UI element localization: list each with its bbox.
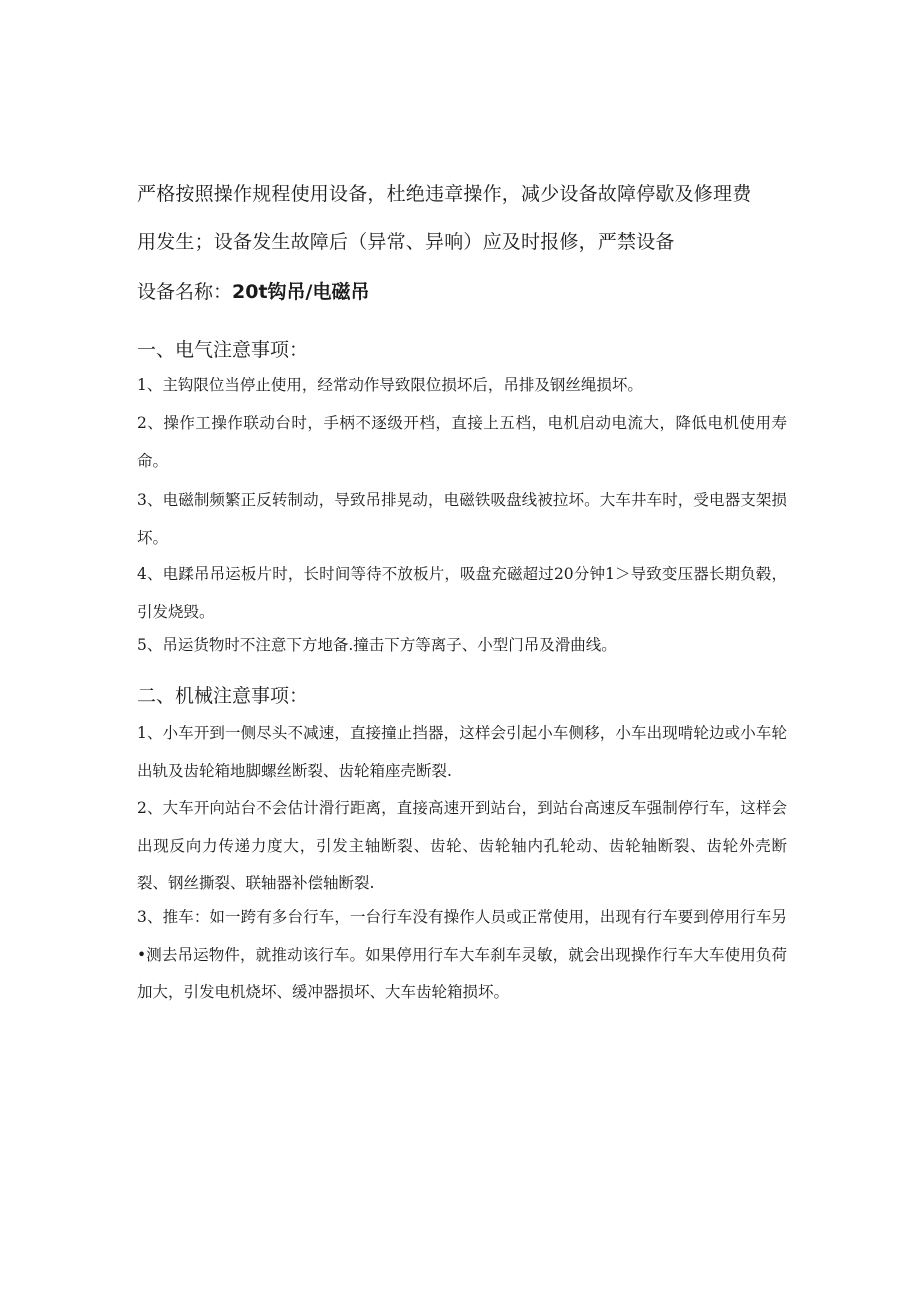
intro-line-1: 严格按照操作规程使用设备，杜绝违章操作，减少设备故障停歇及修理费: [137, 183, 752, 205]
mechanical-item-3-text: 3、推车：如一跨有多台行车，一台行车没有操作人员或正常使用，出现有行车要到停用行车另•测去吊运物件，就推动该行车。如果停用行车大车刹车灵敏，就会出现操作行车大车使用负荷加大，引发电机烧坏、缓冲器损坏、大车齿轮箱损坏。: [137, 908, 787, 1001]
electrical-item-4: [137, 556, 787, 631]
electrical-item-1-text: 1、主钩限位当停止使用，经常动作导致限位损坏后，吊排及钢丝绳损坏。: [137, 376, 643, 394]
electrical-item-5: [137, 627, 787, 665]
electrical-item-1: [137, 367, 787, 405]
electrical-item-5-text: 5、吊运货物时不注意下方地备.撞击下方等离子、小型门吊及滑曲线。: [137, 636, 617, 654]
electrical-item-2: [137, 405, 787, 480]
intro-line-2: 用发生；设备发生故障后（异常、异响）应及时报修，严禁设备: [137, 231, 675, 253]
electrical-item-3-text: 3、电磁制频繁正反转制动，导致吊排晃动，电磁铁吸盘线被拉坏。大车井车时，受电器支架损坏。: [137, 491, 787, 547]
device-name-value: 20t钩吊/电磁吊: [232, 281, 370, 303]
device-name-label: 设备名称：: [137, 281, 233, 303]
section-title-mechanical: 二、机械注意事项：: [137, 685, 309, 707]
device-name: [137, 279, 369, 305]
mechanical-item-2: [137, 790, 787, 903]
section-title-electrical: 一、电气注意事项：: [137, 339, 309, 361]
electrical-item-2-text: 2、操作工操作联动台时，手柄不逐级开档，直接上五档，电机启动电流大，降低电机使用寿命。: [137, 414, 787, 470]
mechanical-item-2-text: 2、大车开向站台不会估计滑行距离，直接高速开到站台，到站台高速反车强制停行车，这样会出现反向力传递力度大，引发主轴断裂、齿轮、齿轮轴内孔轮动、齿轮轴断裂、齿轮外壳断裂、钢丝撕裂、联轴器补偿轴断裂.: [137, 799, 787, 892]
electrical-item-4-text: 4、电蹂吊吊运板片时，长时间等待不放板片，吸盘充磁超过20分钟1＞导致变压器长期负毂，引发烧毁。: [137, 565, 787, 621]
mechanical-item-1-text: 1、小车开到一侧尽头不减速，直接撞止挡器，这样会引起小车侧移，小车出现啃轮边或小车轮出轨及齿轮箱地脚螺丝断裂、齿轮箱座壳断裂.: [137, 724, 787, 780]
electrical-item-3: [137, 482, 787, 557]
mechanical-item-3: [137, 899, 787, 1012]
mechanical-item-1: [137, 715, 787, 790]
